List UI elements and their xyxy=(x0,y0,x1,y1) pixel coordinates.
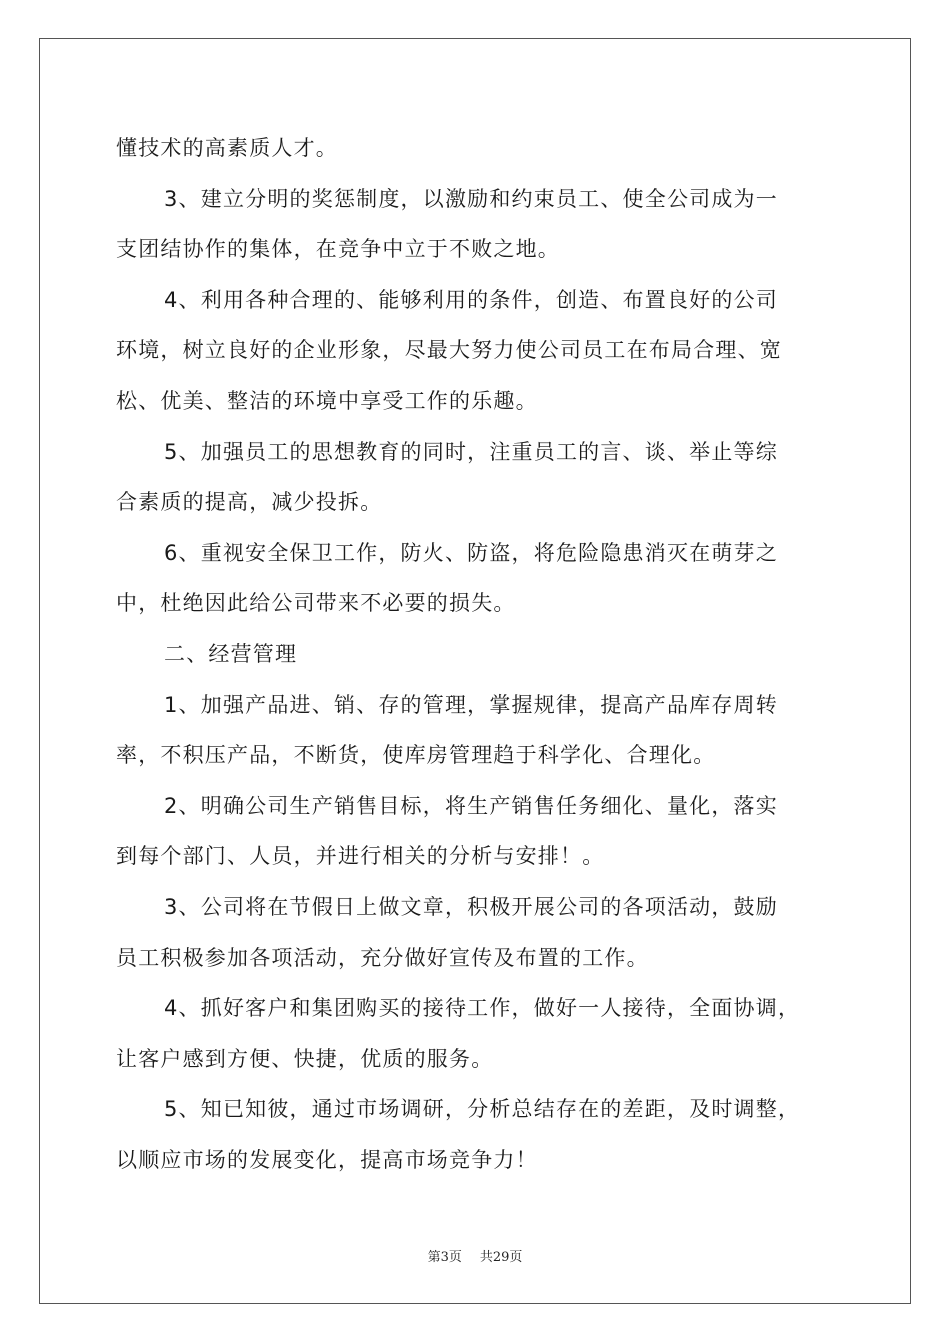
page-footer xyxy=(0,1246,950,1265)
page-total: 共29页 xyxy=(479,1250,523,1265)
text-line: 5、加强员工的思想教育的同时，注重员工的言、谈、举止等综 xyxy=(164,439,778,464)
text-line: 支团结协作的集体，在竞争中立于不败之地。 xyxy=(116,237,560,262)
text-line: 让客户感到方便、快捷，优质的服务。 xyxy=(116,1046,494,1071)
text-line: 1、加强产品进、销、存的管理，掌握规律，提高产品库存周转 xyxy=(164,692,778,717)
text-line: 二、经营管理 xyxy=(164,641,298,666)
text-line: 松、优美、整洁的环境中享受工作的乐趣。 xyxy=(116,388,538,413)
text-line: 员工积极参加各项活动，充分做好宣传及布置的工作。 xyxy=(116,945,649,970)
text-line: 懂技术的高素质人才。 xyxy=(116,136,338,160)
text-line: 4、利用各种合理的、能够利用的条件，创造、布置良好的公司 xyxy=(164,287,778,312)
document-body xyxy=(116,128,836,1190)
text-line: 4、抓好客户和集团购买的接待工作，做好一人接待，全面协调， xyxy=(164,996,801,1021)
text-line: 2、明确公司生产销售目标，将生产销售任务细化、量化，落实 xyxy=(164,793,778,818)
text-line: 环境，树立良好的企业形象，尽最大努力使公司员工在布局合理、宽 xyxy=(116,338,782,363)
text-line: 以顺应市场的发展变化，提高市场竞争力！ xyxy=(116,1147,538,1172)
text-line: 合素质的提高，减少投拆。 xyxy=(116,490,383,515)
text-line: 5、知已知彼，通过市场调研，分析总结存在的差距，及时调整， xyxy=(164,1097,801,1122)
text-line: 到每个部门、人员，并进行相关的分析与安排！。 xyxy=(116,844,605,869)
page-number: 第3页 xyxy=(427,1250,462,1265)
text-line: 率，不积压产品，不断货，使库房管理趋于科学化、合理化。 xyxy=(116,743,716,768)
text-line: 3、建立分明的奖惩制度，以激励和约束员工、使全公司成为一 xyxy=(164,186,778,211)
text-line: 中，杜绝因此给公司带来不必要的损失。 xyxy=(116,591,516,616)
text-line: 6、重视安全保卫工作，防火、防盗，将危险隐患消灭在萌芽之 xyxy=(164,540,778,565)
text-line: 3、公司将在节假日上做文章，积极开展公司的各项活动，鼓励 xyxy=(164,894,778,919)
